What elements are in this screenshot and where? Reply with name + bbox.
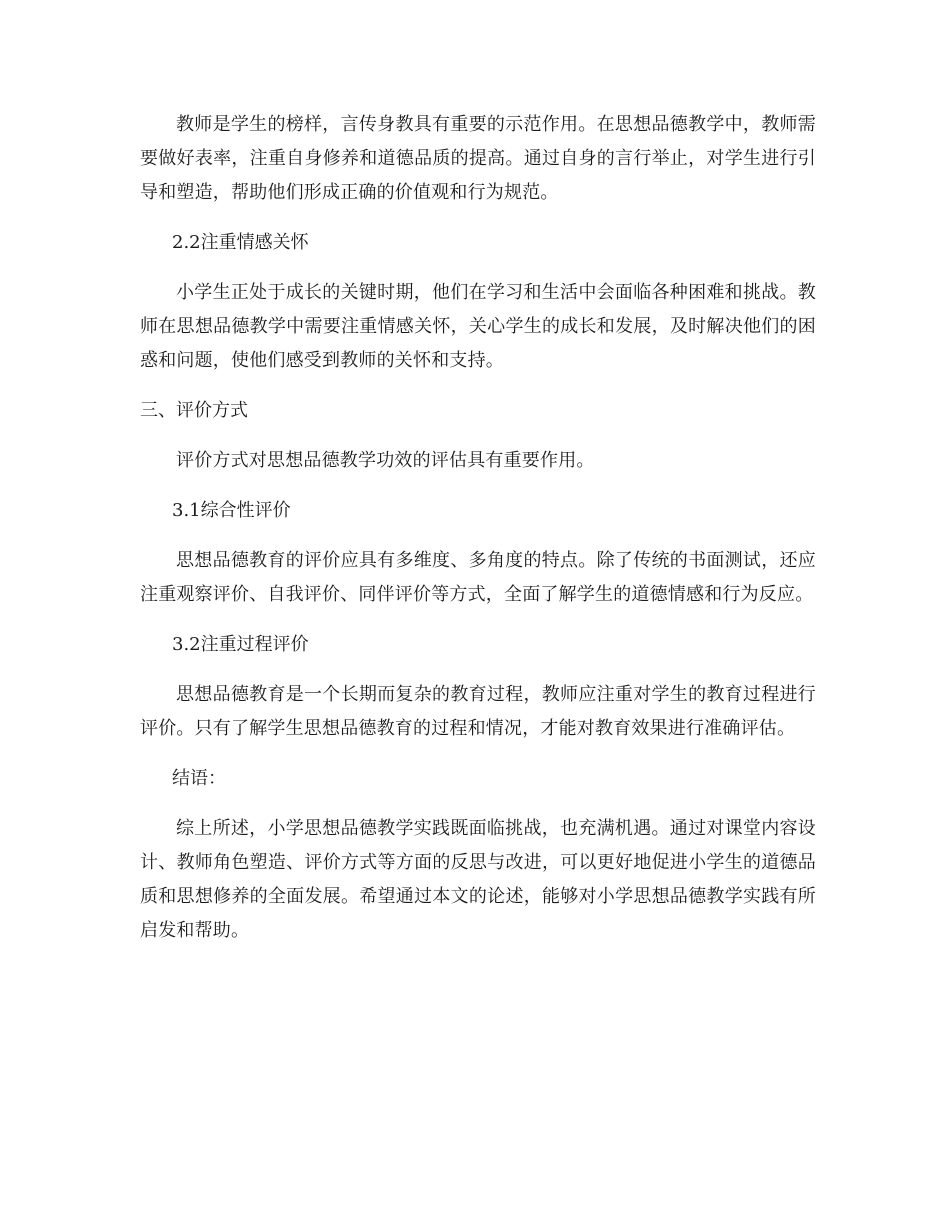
paragraph-process-evaluation: 思想品德教育是一个长期而复杂的教育过程，教师应注重对学生的教育过程进行评价。只有了解学生思想品德教育的过程和情况，才能对教育效果进行准确评估。: [140, 684, 816, 739]
paragraph-evaluation-intro: 评价方式对思想品德教学功效的评估具有重要作用。: [176, 450, 595, 471]
chapter-heading-evaluation: 三、评价方式: [140, 400, 248, 421]
paragraph-comprehensive-evaluation: 思想品德教育的评价应具有多维度、多角度的特点。除了传统的书面测试，还应注重观察评价、自我评价、同伴评价等方式，全面了解学生的道德情感和行为反应。: [140, 550, 816, 605]
section-heading-3-1: 3.1综合性评价: [172, 500, 291, 521]
section-heading-3-2: 3.2注重过程评价: [172, 634, 309, 655]
section-heading-2-2: 2.2注重情感关怀: [172, 232, 309, 253]
paragraph-emotional-care: 小学生正处于成长的关键时期，他们在学习和生活中会面临各种困难和挑战。教师在思想品德教学中需要注重情感关怀，关心学生的成长和发展，及时解决他们的困惑和问题，使他们感受到教师的关怀和支持。: [140, 282, 816, 371]
conclusion-heading: 结语：: [172, 768, 226, 789]
paragraph-conclusion: 综上所述，小学思想品德教学实践既面临挑战，也充满机遇。通过对课堂内容设计、教师角色塑造、评价方式等方面的反思与改进，可以更好地促进小学生的道德品质和思想修养的全面发展。希望通过本文的论述，能够对小学思想品德教学实践有所启发和帮助。: [140, 818, 816, 941]
document-page: [140, 108, 816, 948]
paragraph-teacher-role-model: 教师是学生的榜样，言传身教具有重要的示范作用。在思想品德教学中，教师需要做好表率，注重自身修养和道德品质的提高。通过自身的言行举止，对学生进行引导和塑造，帮助他们形成正确的价值观和行为规范。: [140, 114, 816, 203]
